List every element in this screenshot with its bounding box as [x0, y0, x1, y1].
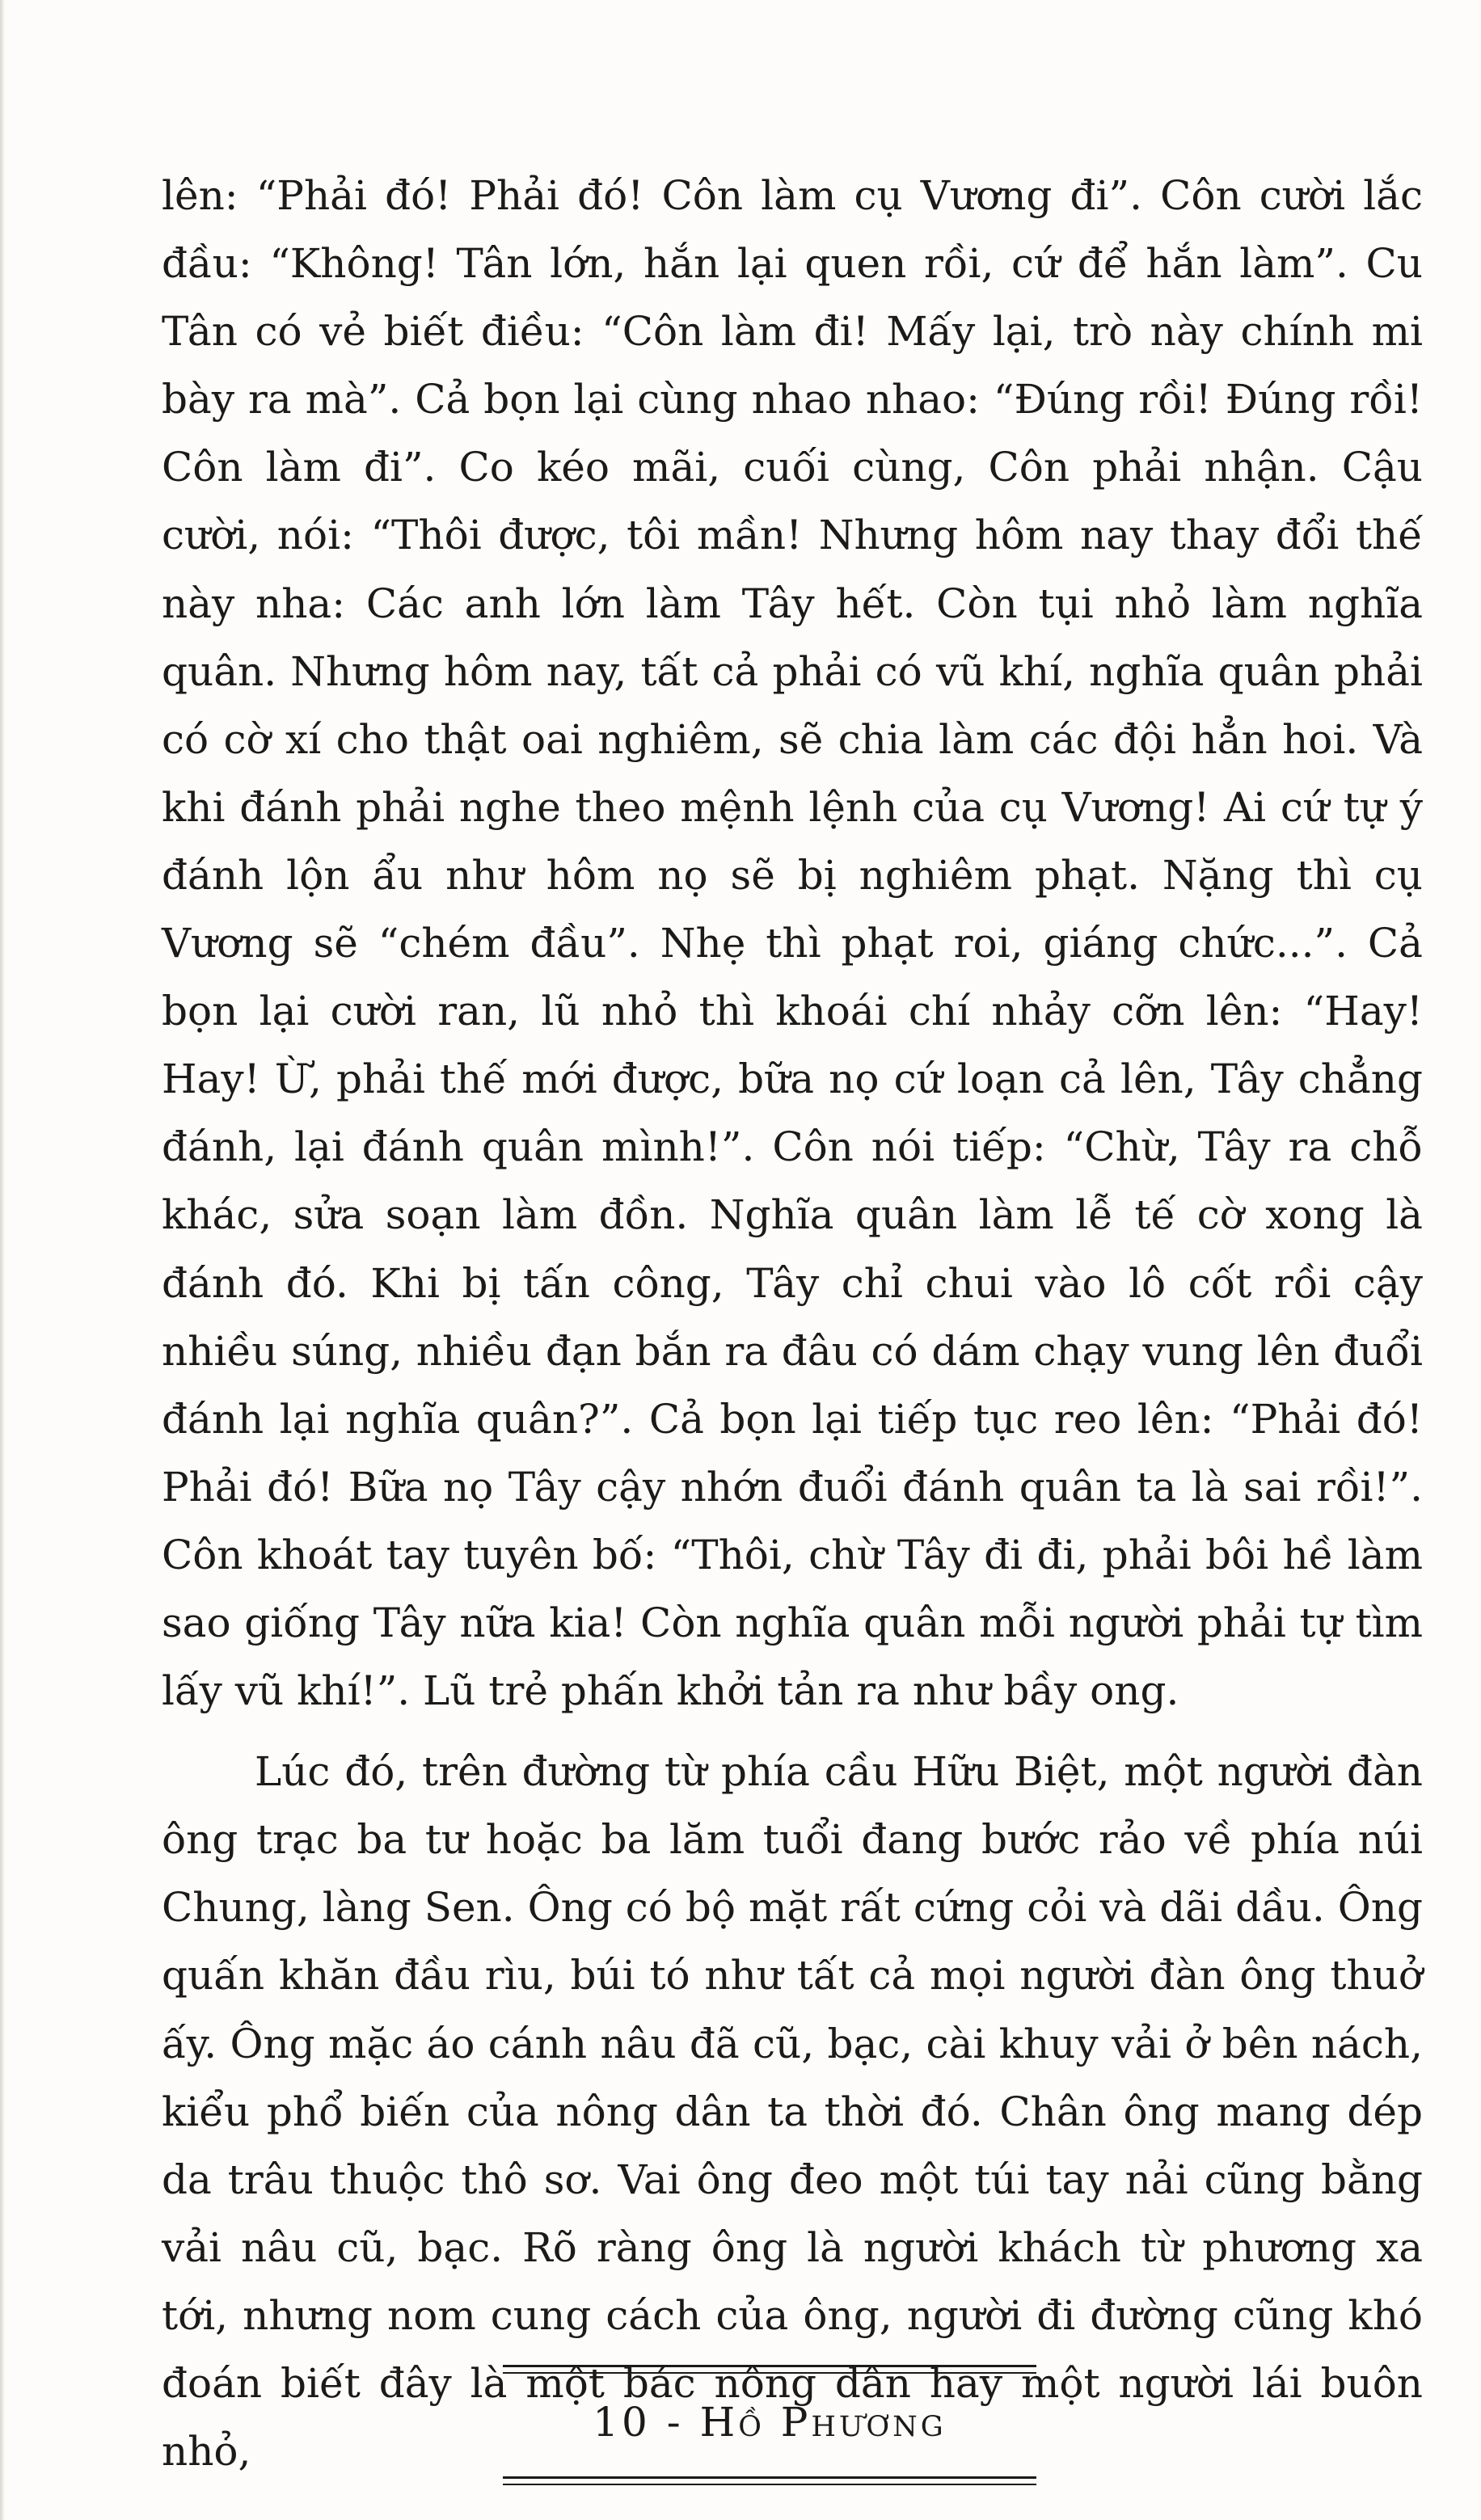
page-scan-edge [0, 0, 5, 2520]
body-text [162, 162, 1423, 2485]
paragraph-new: Lúc đó, trên đường từ phía cầu Hữu Biệt, một người đàn ông trạc ba tư hoặc ba lăm tuổi đang bước rảo về phía núi Chung, làng Sen. Ông có bộ mặt rất cứng cỏi và dãi dầu. Ông quấn khăn đầu rìu, búi tó như tất cả mọi người đàn ông thuở ấy. Ông mặc áo cánh nâu đã cũ, bạc, cài khuy vải ở bên nách, kiểu phổ biến của nông dân ta thời đó. Chân ông mang dép da trâu thuộc thô sơ. Vai ông đeo một túi tay nải cũng bằng vải nâu cũ, bạc. Rõ ràng ông là người khách từ phương xa tới, nhưng nom cung cách của ông, người đi đường cũng khó đoán biết đây là một bác nông dân hay một người lái buôn nhỏ, [162, 1748, 1423, 2476]
paragraph-continued: lên: “Phải đó! Phải đó! Côn làm cụ Vương đi”. Côn cười lắc đầu: “Không! Tân lớn, hắn lại quen rồi, cứ để hắn làm”. Cu Tân có vẻ biết điều: “Côn làm đi! Mấy lại, trò này chính mi bày ra mà”. Cả bọn lại cùng nhao nhao: “Đúng rồi! Đúng rồi! Côn làm đi”. Co kéo mãi, cuối cùng, Côn phải nhận. Cậu cười, nói: “Thôi được, tôi mần! Nhưng hôm nay thay đổi thế này nha: Các anh lớn làm Tây hết. Còn tụi nhỏ làm nghĩa quân. Nhưng hôm nay, tất cả phải có vũ khí, nghĩa quân phải có cờ xí cho thật oai nghiêm, sẽ chia làm các đội hẳn hoi. Và khi đánh phải nghe theo mệnh lệnh của cụ Vương! Ai cứ tự ý đánh lộn ẩu như hôm nọ sẽ bị nghiêm phạt. Nặng thì cụ Vương sẽ “chém đầu”. Nhẹ thì phạt roi, giáng chức...”. Cả bọn lại cười ran, lũ nhỏ thì khoái chí nhảy cỡn lên: “Hay! Hay! Ừ, phải thế mới được, bữa nọ cứ loạn cả lên, Tây chẳng đánh, lại đánh quân mình!”. Côn nói tiếp: “Chừ, Tây ra chỗ khác, sửa soạn làm đồn. Nghĩa quân làm lễ tế cờ xong là đánh đó. Khi bị tấn công, Tây chỉ chui vào lô cốt rồi cậy nhiều súng, nhiều đạn bắn ra đâu có dám chạy vung lên đuổi đánh lại nghĩa quân?”. Cả bọn lại tiếp tục reo lên: “Phải đó! Phải đó! Bữa nọ Tây cậy nhớn đuổi đánh quân ta là sai rồi!”. Côn khoát tay tuyên bố: “Thôi, chừ Tây đi đi, phải bôi hề làm sao giống Tây nữa kia! Còn nghĩa quân mỗi người phải tự tìm lấy vũ khí!”. Lũ trẻ phấn khởi tản ra như bầy ong. [162, 172, 1423, 1715]
footer-rule-top [503, 2365, 1036, 2374]
author-name: Hồ Phương [699, 2399, 947, 2446]
folio-line [503, 2394, 1036, 2450]
page-number: 10 [593, 2399, 651, 2446]
footer-rule-bottom [503, 2476, 1036, 2485]
folio-separator: - [666, 2399, 684, 2446]
page-footer [503, 2365, 1036, 2489]
